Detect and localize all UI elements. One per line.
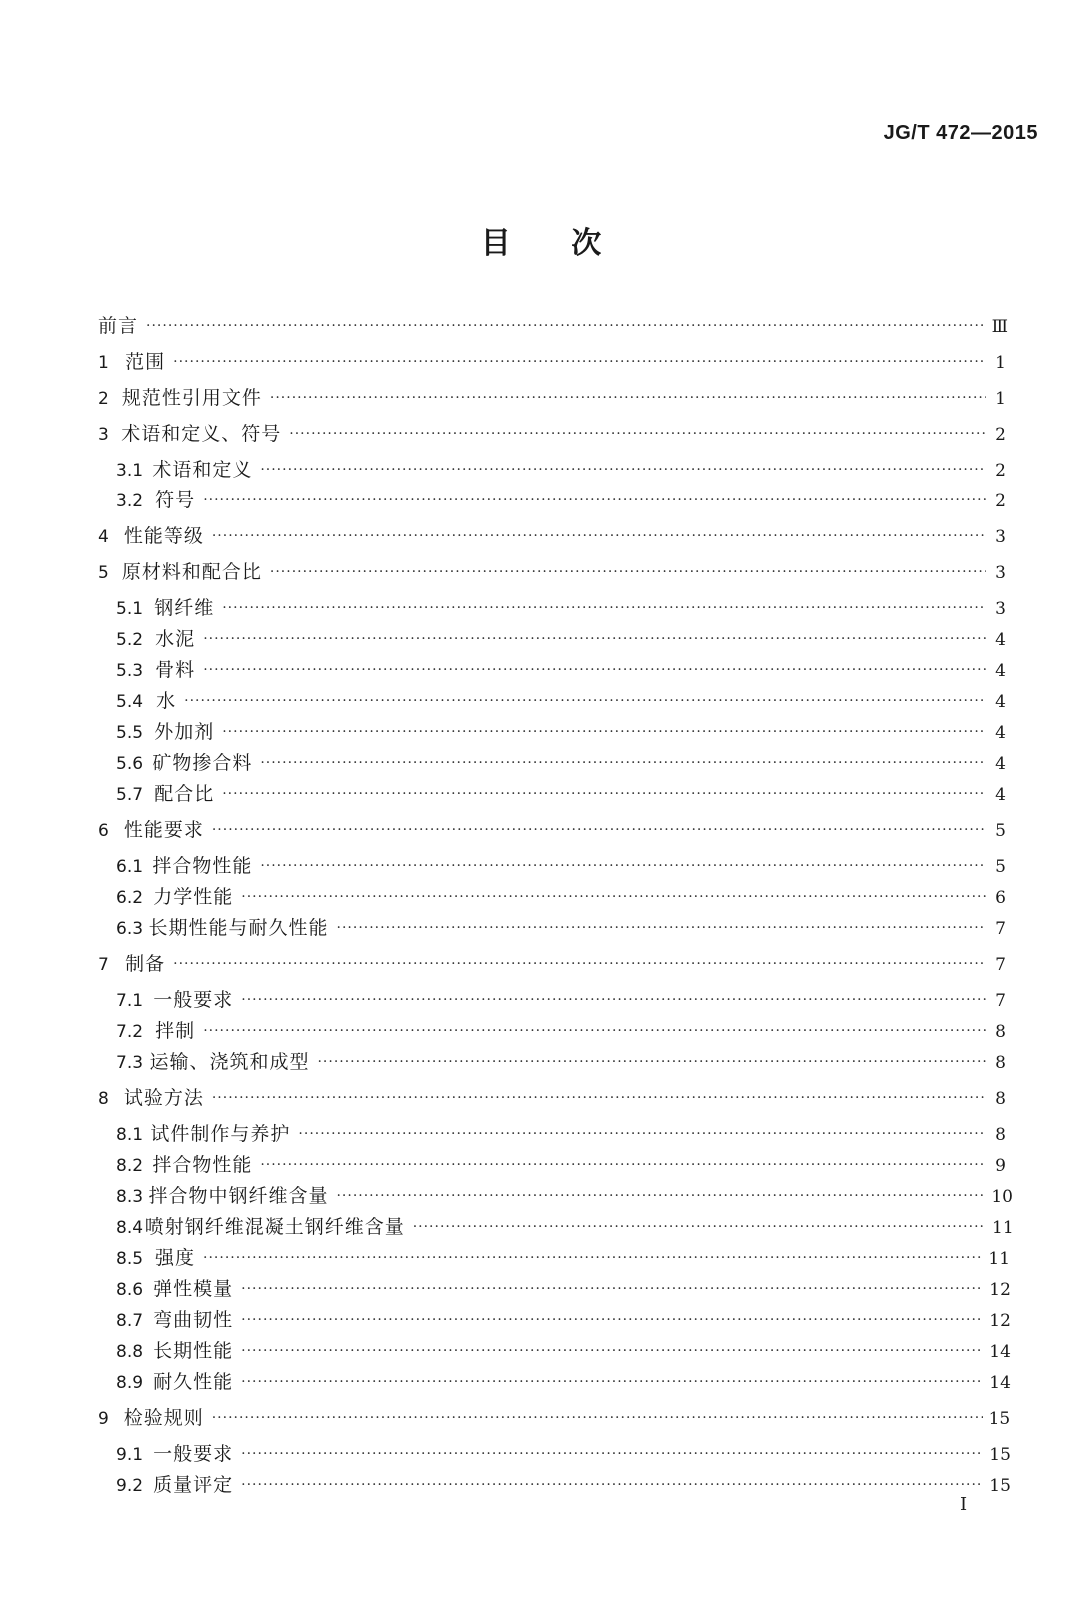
toc-entry-page: 4 [995, 785, 1006, 805]
toc-entry[interactable] [116, 1048, 1006, 1076]
toc-entry-page: 15 [988, 1409, 1011, 1429]
toc-leader-dots [241, 1471, 983, 1499]
toc-entry-number: 5.6 [116, 754, 144, 774]
toc-entry[interactable] [116, 780, 1006, 808]
toc-entry-number: 6 [98, 821, 109, 841]
toc-entry-title: 一般要求 [153, 1443, 234, 1465]
toc-leader-dots [270, 558, 986, 586]
toc-entry-page: 2 [995, 425, 1006, 445]
toc-entry-page: 8 [995, 1125, 1006, 1145]
toc-leader-dots [298, 1120, 986, 1148]
toc-entry-title: 力学性能 [153, 886, 234, 908]
toc-entry-title: 弹性模量 [153, 1278, 234, 1300]
toc-entry-title: 水泥 [155, 628, 196, 650]
toc-entry-number: 5.3 [116, 661, 144, 681]
toc-entry-title: 试件制作与养护 [150, 1123, 291, 1145]
toc-entry-page: 5 [995, 857, 1006, 877]
toc-entry-number: 5.4 [116, 692, 144, 712]
toc-entry-page: 1 [995, 353, 1006, 373]
toc-entry-title: 弯曲韧性 [153, 1309, 234, 1331]
toc-entry-number: 8.3 [116, 1187, 144, 1207]
toc-entry-number: 7.3 [116, 1053, 144, 1073]
toc-leader-dots [212, 1084, 986, 1112]
toc-leader-dots [241, 1306, 983, 1334]
toc-leader-dots [146, 312, 986, 340]
toc-entry-title: 术语和定义 [152, 459, 253, 481]
toc-leader-dots [241, 1368, 983, 1396]
toc-entry-number: 5.5 [116, 723, 144, 743]
toc-entry-page: 9 [995, 1156, 1006, 1176]
toc-entry-page: 3 [995, 563, 1006, 583]
toc-entry[interactable] [116, 456, 1006, 484]
toc-entry-page: 12 [989, 1280, 1011, 1300]
toc-entry[interactable] [98, 348, 1006, 376]
toc-leader-dots [241, 986, 986, 1014]
toc-entry-page: 7 [995, 991, 1006, 1011]
toc-entry-page: 11 [988, 1249, 1011, 1269]
toc-entry-number: 9.1 [116, 1445, 144, 1465]
toc-leader-dots [241, 1337, 983, 1365]
page-title: 目 次 [480, 226, 602, 261]
toc-entry-title: 性能要求 [123, 819, 204, 841]
toc-entry[interactable] [116, 1017, 1006, 1045]
toc-entry-number: 7.1 [116, 991, 144, 1011]
toc-leader-dots [212, 522, 986, 550]
toc-entry-title: 范围 [125, 351, 166, 373]
toc-entry[interactable] [116, 1182, 1013, 1210]
toc-entry[interactable] [98, 522, 1006, 550]
toc-entry-page: 4 [995, 661, 1006, 681]
toc-leader-dots [260, 852, 986, 880]
toc-entry-page: 8 [995, 1053, 1006, 1073]
toc-entry-number: 6.1 [116, 857, 144, 877]
toc-entry[interactable] [116, 687, 1006, 715]
toc-entry[interactable] [98, 1084, 1006, 1112]
toc-entry[interactable] [98, 816, 1006, 844]
toc-entry-page: 7 [995, 955, 1006, 975]
toc-leader-dots [241, 883, 986, 911]
toc-entry-number: 8.5 [116, 1249, 144, 1269]
toc-entry[interactable] [98, 950, 1006, 978]
toc-entry-title: 长期性能与耐久性能 [148, 917, 329, 939]
toc-entry-page: 2 [995, 491, 1006, 511]
toc-entry-title: 符号 [155, 489, 196, 511]
toc-entry-title: 检验规则 [123, 1407, 204, 1429]
page-number: I [960, 1494, 968, 1515]
toc-entry[interactable] [116, 986, 1006, 1014]
toc-leader-dots [173, 348, 986, 376]
toc-leader-dots [260, 749, 986, 777]
toc-entry[interactable] [98, 420, 1006, 448]
toc-entry[interactable] [116, 1275, 1011, 1303]
toc-entry-page: 12 [989, 1311, 1011, 1331]
toc-entry[interactable] [116, 1244, 1011, 1272]
toc-leader-dots [270, 384, 986, 412]
toc-leader-dots [336, 1182, 985, 1210]
toc-entry[interactable] [116, 594, 1006, 622]
toc-entry-number: 5.2 [116, 630, 144, 650]
toc-entry-number: 8 [98, 1089, 109, 1109]
toc-leader-dots [222, 780, 986, 808]
toc-entry[interactable] [98, 312, 1009, 340]
toc-entry[interactable] [116, 1337, 1011, 1365]
toc-entry-number: 9.2 [116, 1476, 144, 1496]
toc-leader-dots [413, 1213, 986, 1241]
toc-entry-page: 1 [995, 389, 1006, 409]
toc-entry-page: 2 [995, 461, 1006, 481]
toc-entry-number: 3.2 [116, 491, 144, 511]
toc-entry-title: 运输、浇筑和成型 [149, 1051, 310, 1073]
toc-entry-page: 7 [995, 919, 1006, 939]
toc-entry-page: 5 [995, 821, 1006, 841]
toc-entry-title: 矿物掺合料 [152, 752, 253, 774]
toc-entry-page: 10 [991, 1187, 1013, 1207]
toc-entry-title: 强度 [155, 1247, 196, 1269]
toc-entry[interactable] [116, 1471, 1011, 1499]
toc-entry[interactable] [116, 1368, 1011, 1396]
toc-entry-number: 5.1 [116, 599, 144, 619]
toc-entry-title: 试验方法 [123, 1087, 204, 1109]
toc-entry-title: 外加剂 [154, 721, 215, 743]
toc-leader-dots [241, 1440, 983, 1468]
toc-entry[interactable] [116, 914, 1006, 942]
toc-entry-page: Ⅲ [991, 317, 1009, 337]
toc-entry[interactable] [98, 384, 1006, 412]
toc-entry-title: 骨料 [155, 659, 196, 681]
toc-entry[interactable] [98, 1404, 1011, 1432]
toc-leader-dots [317, 1048, 986, 1076]
toc-entry-page: 14 [989, 1342, 1011, 1362]
toc-entry-title: 一般要求 [153, 989, 234, 1011]
toc-entry-number: 8.8 [116, 1342, 144, 1362]
toc-leader-dots [203, 1244, 982, 1272]
toc-entry-title: 性能等级 [123, 525, 204, 547]
toc-leader-dots [212, 816, 986, 844]
toc-entry-number: 6.3 [116, 919, 144, 939]
toc-entry[interactable] [116, 852, 1006, 880]
toc-entry-page: 15 [989, 1445, 1011, 1465]
toc-leader-dots [222, 594, 986, 622]
toc-entry[interactable] [116, 718, 1006, 746]
toc-entry-number: 5 [98, 563, 109, 583]
toc-entry-page: 11 [992, 1218, 1014, 1238]
toc-entry-title: 规范性引用文件 [121, 387, 262, 409]
toc-entry[interactable] [116, 883, 1006, 911]
toc-leader-dots [203, 656, 986, 684]
toc-entry-number: 8.9 [116, 1373, 144, 1393]
toc-entry-number: 8.6 [116, 1280, 144, 1300]
toc-leader-dots [260, 1151, 986, 1179]
toc-entry[interactable] [116, 1151, 1006, 1179]
toc-entry-page: 4 [995, 692, 1006, 712]
toc-entry-title: 拌合物性能 [152, 1154, 253, 1176]
toc-leader-dots [241, 1275, 983, 1303]
toc-entry-number: 2 [98, 389, 109, 409]
toc-entry-page: 6 [995, 888, 1006, 908]
toc-entry-title: 制备 [125, 953, 166, 975]
standard-code: JG/T 472—2015 [883, 122, 1038, 144]
toc-entry[interactable] [98, 558, 1006, 586]
toc-entry[interactable] [116, 1306, 1011, 1334]
toc-entry-title: 术语和定义、符号 [121, 423, 282, 445]
toc-entry[interactable] [116, 486, 1006, 514]
toc-entry-number: 3 [98, 425, 109, 445]
toc-entry-page: 8 [995, 1022, 1006, 1042]
toc-entry[interactable] [116, 656, 1006, 684]
toc-entry-page: 4 [995, 723, 1006, 743]
toc-entry-page: 4 [995, 754, 1006, 774]
toc-leader-dots [260, 456, 986, 484]
toc-entry-number: 7 [98, 955, 109, 975]
toc-leader-dots [173, 950, 986, 978]
toc-entry-title: 配合比 [154, 783, 215, 805]
toc-leader-dots [203, 486, 986, 514]
toc-entry-title: 质量评定 [153, 1474, 234, 1496]
toc-leader-dots [203, 625, 986, 653]
toc-entry-page: 8 [995, 1089, 1006, 1109]
toc-entry-number: 6.2 [116, 888, 144, 908]
toc-entry-title: 原材料和配合比 [121, 561, 262, 583]
toc-entry-title: 喷射钢纤维混凝土钢纤维含量 [144, 1216, 405, 1238]
toc-entry-number: 4 [98, 527, 109, 547]
toc-entry-number: 5.7 [116, 785, 144, 805]
toc-entry-page: 4 [995, 630, 1006, 650]
toc-leader-dots [212, 1404, 983, 1432]
toc-entry-title: 拌合物性能 [152, 855, 253, 877]
toc-entry-title: 长期性能 [153, 1340, 234, 1362]
toc-entry-number: 8.2 [116, 1156, 144, 1176]
toc-entry[interactable] [116, 1440, 1011, 1468]
toc-entry-title: 拌合物中钢纤维含量 [148, 1185, 329, 1207]
toc-entry-page: 14 [989, 1373, 1011, 1393]
toc-leader-dots [203, 1017, 986, 1045]
toc-entry-number: 8.1 [116, 1125, 144, 1145]
toc-entry-title: 拌制 [155, 1020, 196, 1042]
toc-entry-number: 8.4 [116, 1218, 144, 1238]
toc-entry-page: 15 [989, 1476, 1011, 1496]
toc-entry-page: 3 [995, 599, 1006, 619]
toc-entry-title: 水 [156, 690, 177, 712]
toc-entry-title: 钢纤维 [154, 597, 215, 619]
toc-entry[interactable] [116, 1120, 1006, 1148]
toc-entry[interactable] [116, 749, 1006, 777]
toc-entry-number: 7.2 [116, 1022, 144, 1042]
toc-leader-dots [337, 914, 986, 942]
toc-entry[interactable] [116, 1213, 1014, 1241]
toc-entry-title: 前言 [98, 315, 139, 337]
toc-entry[interactable] [116, 625, 1006, 653]
toc-leader-dots [222, 718, 986, 746]
toc-entry-title: 耐久性能 [153, 1371, 234, 1393]
toc-entry-number: 3.1 [116, 461, 144, 481]
toc-entry-number: 8.7 [116, 1311, 144, 1331]
toc-entry-number: 1 [98, 353, 109, 373]
toc-entry-number: 9 [98, 1409, 109, 1429]
toc-leader-dots [289, 420, 986, 448]
toc-entry-page: 3 [995, 527, 1006, 547]
toc-leader-dots [184, 687, 986, 715]
